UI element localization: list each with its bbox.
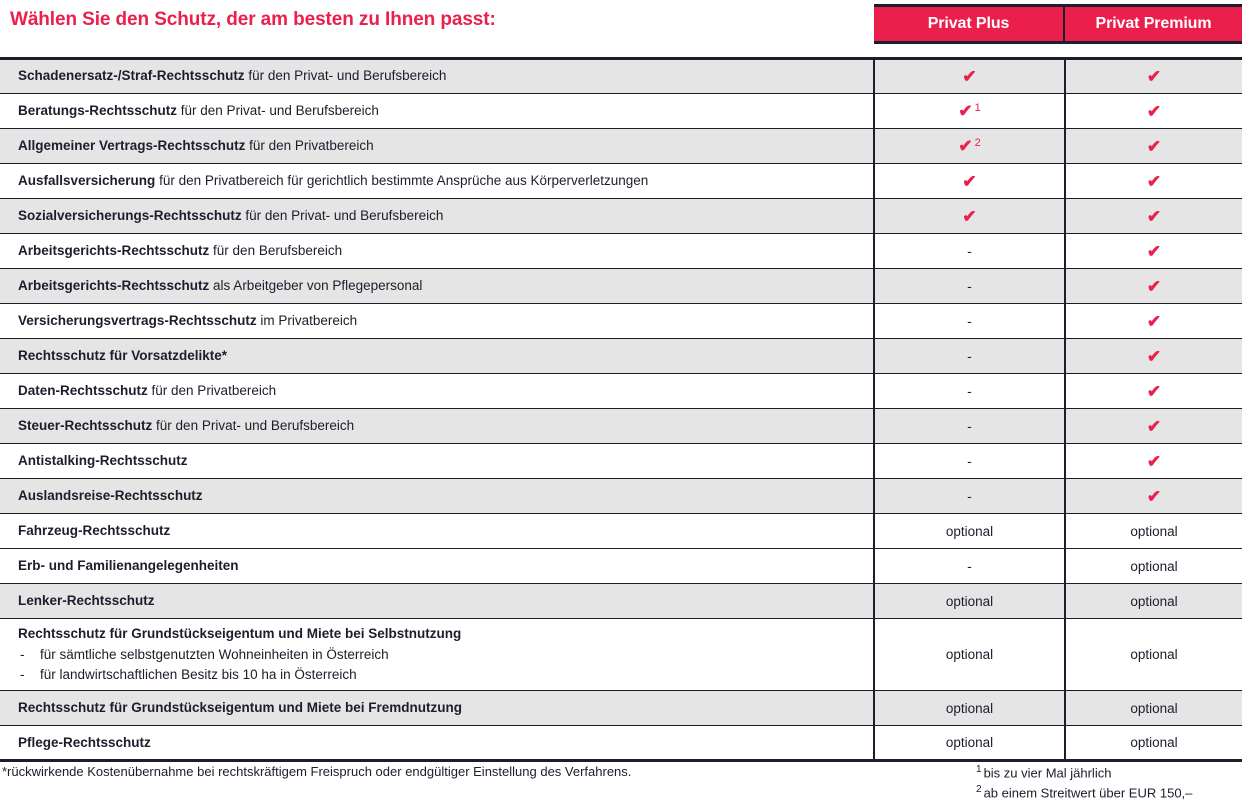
cell-privat-premium (1065, 164, 1242, 199)
cell-privat-plus (874, 691, 1065, 726)
footnote-2-marker: 2 (976, 784, 982, 796)
column-header-privat-plus (874, 4, 1063, 44)
table-row (0, 129, 1242, 164)
coverage-description (0, 444, 874, 479)
footnote-2-text: ab einem Streitwert über EUR 150,– (983, 785, 1193, 801)
table-row (0, 726, 1242, 761)
coverage-name: Sozialversicherungs-Rechtsschutz (18, 207, 242, 223)
check-icon: ✔ (962, 206, 977, 226)
check-icon: ✔ (1146, 486, 1162, 506)
check-icon: ✔ (962, 171, 977, 191)
table-row (0, 164, 1242, 199)
coverage-scope: für den Privat- und Berufsbereich (244, 68, 447, 84)
coverage-name: Arbeitsgerichts-Rechtsschutz (18, 277, 210, 293)
coverage-name: Schadenersatz-/Straf-Rechtsschutz (18, 68, 245, 84)
coverage-name: Pflege-Rechtsschutz (18, 734, 151, 750)
coverage-scope: für den Privatbereich für gerichtlich bestimmte Ansprüche aus Körperverletzungen (155, 172, 649, 188)
cell-privat-plus (874, 444, 1065, 479)
footnote-1-text: bis zu vier Mal jährlich (983, 765, 1112, 781)
coverage-name: Ausfallsversicherung (18, 172, 156, 188)
footnote-marker: 1 (974, 102, 981, 115)
cell-privat-premium (1065, 584, 1242, 619)
column-header-privat-premium (1065, 4, 1242, 44)
dash-icon: - (967, 453, 972, 469)
cell-privat-premium (1065, 444, 1242, 479)
optional-label: optional (945, 735, 994, 751)
coverage-name: Rechtsschutz für Grundstückseigentum und Miete bei Selbstnutzung (18, 626, 462, 641)
coverage-description (0, 514, 874, 549)
coverage-description (0, 619, 874, 691)
dash-icon: - (967, 243, 972, 259)
coverage-name: Arbeitsgerichts-Rechtsschutz (18, 242, 210, 258)
coverage-description (0, 549, 874, 584)
table-row (0, 619, 1242, 691)
dash-icon: - (967, 278, 972, 294)
footnote-2 (976, 783, 1192, 803)
table-row (0, 549, 1242, 584)
cell-privat-plus (874, 59, 1065, 94)
bullet-icon: - (20, 647, 25, 663)
dash-icon: - (967, 313, 972, 329)
cell-privat-premium (1065, 409, 1242, 444)
table-row (0, 59, 1242, 94)
table-row (0, 479, 1242, 514)
page-title: Wählen Sie den Schutz, der am besten zu Ihnen passt: (10, 9, 496, 30)
optional-label: optional (1130, 558, 1178, 574)
table-row (0, 514, 1242, 549)
coverage-description (0, 584, 874, 619)
bullet-icon: - (20, 666, 25, 682)
footnote-1 (976, 763, 1192, 783)
check-icon: ✔ (1146, 451, 1162, 471)
coverage-name: Daten-Rechtsschutz (18, 382, 148, 398)
coverage-scope: für den Privat- und Berufsbereich (152, 417, 355, 433)
coverage-name: Antistalking-Rechtsschutz (18, 452, 188, 468)
table-row (0, 234, 1242, 269)
cell-privat-premium (1065, 59, 1242, 94)
coverage-description (0, 304, 874, 339)
coverage-scope: für den Privatbereich (147, 382, 277, 398)
check-icon: ✔ (1146, 136, 1162, 156)
optional-label: optional (945, 647, 994, 663)
cell-privat-premium (1065, 129, 1242, 164)
table-row (0, 339, 1242, 374)
coverage-table (0, 57, 1242, 762)
table-row (0, 94, 1242, 129)
cell-privat-premium (1065, 619, 1242, 691)
footnote-list (976, 763, 1192, 803)
optional-label: optional (945, 593, 994, 609)
check-icon: ✔ (1146, 346, 1162, 366)
coverage-description (0, 374, 874, 409)
list-item (18, 645, 863, 665)
optional-label: optional (1130, 735, 1178, 751)
check-icon: ✔ (1146, 241, 1162, 261)
table-row (0, 691, 1242, 726)
cell-privat-premium (1065, 304, 1242, 339)
check-icon: ✔ (1146, 171, 1162, 191)
optional-label: optional (1130, 700, 1178, 716)
coverage-sublist (18, 645, 863, 684)
check-icon: ✔ (1146, 311, 1162, 331)
optional-label: optional (945, 523, 994, 539)
dash-icon: - (967, 383, 972, 399)
cell-privat-plus (874, 199, 1065, 234)
footnote-marker: 2 (974, 137, 981, 150)
coverage-name: Rechtsschutz für Vorsatzdelikte* (18, 347, 228, 363)
check-icon: ✔ (958, 101, 973, 121)
check-icon: ✔ (1146, 67, 1162, 86)
coverage-name: Fahrzeug-Rechtsschutz (18, 522, 171, 538)
coverage-name: Allgemeiner Vertrags-Rechtsschutz (18, 137, 246, 153)
coverage-name: Steuer-Rechtsschutz (18, 417, 153, 433)
cell-privat-premium (1065, 94, 1242, 129)
cell-privat-premium (1065, 691, 1242, 726)
coverage-scope: für den Berufsbereich (209, 242, 343, 258)
coverage-description (0, 59, 874, 94)
table-row (0, 584, 1242, 619)
cell-privat-plus (874, 514, 1065, 549)
cell-privat-plus (874, 94, 1065, 129)
coverage-description (0, 409, 874, 444)
coverage-name: Lenker-Rechtsschutz (18, 592, 155, 608)
cell-privat-premium (1065, 479, 1242, 514)
table-row (0, 199, 1242, 234)
coverage-description (0, 129, 874, 164)
coverage-description (0, 479, 874, 514)
coverage-description (0, 199, 874, 234)
footnote-1-marker: 1 (976, 764, 982, 775)
column-header-privat-plus-label: Privat Plus (927, 15, 1010, 32)
coverage-scope: für den Privatbereich (245, 137, 374, 153)
cell-privat-premium (1065, 549, 1242, 584)
coverage-name: Auslandsreise-Rechtsschutz (18, 487, 203, 503)
coverage-description (0, 234, 874, 269)
table-row (0, 374, 1242, 409)
cell-privat-plus (874, 619, 1065, 691)
coverage-name: Erb- und Familienangelegenheiten (18, 557, 239, 573)
column-header-privat-premium-label: Privat Premium (1095, 15, 1212, 32)
optional-label: optional (1130, 523, 1178, 539)
table-row (0, 444, 1242, 479)
cell-privat-plus (874, 164, 1065, 199)
dash-icon: - (967, 488, 972, 504)
list-item (18, 665, 863, 685)
list-item-label: für landwirtschaftlichen Besitz bis 10 ha in Österreich (40, 666, 357, 682)
coverage-scope: als Arbeitgeber von Pflegepersonal (209, 277, 423, 293)
table-row (0, 269, 1242, 304)
list-item-label: für sämtliche selbstgenutzten Wohneinheiten in Österreich (40, 647, 389, 663)
dash-icon: - (967, 348, 972, 364)
table-row (0, 304, 1242, 339)
cell-privat-plus (874, 409, 1065, 444)
cell-privat-plus (874, 304, 1065, 339)
optional-label: optional (945, 700, 994, 716)
cell-privat-premium (1065, 199, 1242, 234)
cell-privat-plus (874, 479, 1065, 514)
cell-privat-premium (1065, 514, 1242, 549)
cell-privat-plus (874, 726, 1065, 761)
coverage-name: Rechtsschutz für Grundstückseigentum und Miete bei Fremdnutzung (18, 700, 463, 716)
check-icon: ✔ (962, 67, 977, 86)
cell-privat-premium (1065, 339, 1242, 374)
coverage-description (0, 339, 874, 374)
check-icon: ✔ (1146, 276, 1162, 296)
optional-label: optional (1130, 647, 1178, 663)
cell-privat-plus (874, 549, 1065, 584)
coverage-name: Beratungs-Rechtsschutz (18, 102, 178, 118)
cell-privat-premium (1065, 374, 1242, 409)
cell-privat-plus (874, 584, 1065, 619)
optional-label: optional (1130, 593, 1178, 609)
cell-privat-plus (874, 129, 1065, 164)
check-icon: ✔ (1146, 381, 1162, 401)
check-icon: ✔ (1146, 101, 1162, 121)
dash-icon: - (967, 418, 972, 434)
coverage-description (0, 269, 874, 304)
cell-privat-premium (1065, 726, 1242, 761)
footnote-asterisk: *rückwirkende Kostenübernahme bei rechtskräftigem Freispruch oder endgültiger Einstellung des Verfahrens. (2, 764, 632, 779)
coverage-scope: für den Privat- und Berufsbereich (241, 207, 444, 223)
cell-privat-plus (874, 374, 1065, 409)
coverage-description (0, 691, 874, 726)
coverage-scope: im Privatbereich (256, 312, 358, 328)
check-icon: ✔ (1146, 416, 1162, 436)
coverage-scope: für den Privat- und Berufsbereich (177, 102, 379, 118)
cell-privat-plus (874, 234, 1065, 269)
check-icon: ✔ (1146, 206, 1162, 226)
coverage-name: Versicherungsvertrags-Rechtsschutz (18, 312, 257, 328)
coverage-description (0, 164, 874, 199)
coverage-table-body (0, 59, 1242, 761)
cell-privat-premium (1065, 269, 1242, 304)
dash-icon: - (967, 558, 972, 574)
coverage-description (0, 94, 874, 129)
coverage-description (0, 726, 874, 761)
cell-privat-plus (874, 339, 1065, 374)
check-icon: ✔ (958, 136, 973, 156)
cell-privat-plus (874, 269, 1065, 304)
cell-privat-premium (1065, 234, 1242, 269)
table-row (0, 409, 1242, 444)
